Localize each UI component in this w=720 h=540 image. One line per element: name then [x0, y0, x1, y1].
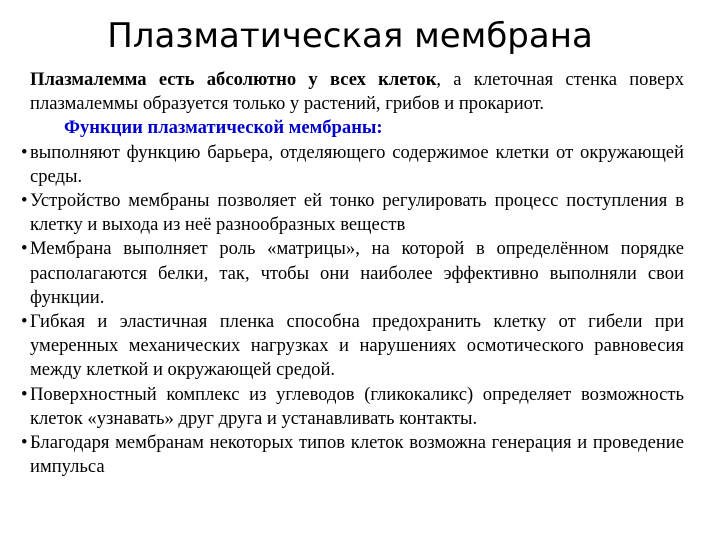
function-item-text: Мембрана выполняет роль «матрицы», на которой в определённом порядке располагаются белки, так, чтобы они наиболее эффективно выполняли свои функции. — [30, 238, 684, 308]
bullet-icon: • — [21, 190, 28, 212]
function-item-matrix — [21, 237, 684, 310]
bullet-icon: • — [21, 383, 28, 405]
function-item-protection — [21, 310, 684, 383]
intro-bold-lead: Плазмалемма есть абсолютно у всех клеток — [30, 69, 437, 90]
bullet-icon: • — [21, 238, 28, 260]
function-item-text: выполняют функцию барьера, отделяющего содержимое клетки от окружающей среды. — [30, 141, 684, 187]
function-item-text: Устройство мембраны позволяет ей тонко регулировать процесс поступления в клетку и выхода из неё разнообразных веществ — [30, 190, 684, 236]
function-item-impulse — [21, 431, 684, 479]
function-item-glycocalyx — [21, 383, 684, 431]
functions-list — [21, 141, 684, 480]
intro-paragraph — [30, 68, 684, 116]
bullet-icon: • — [21, 432, 28, 454]
function-item-text: Гибкая и эластичная пленка способна предохранить клетку от гибели при умеренных механических нагрузках и нарушениях осмотического равновесия между клеткой и окружающей средой. — [30, 311, 684, 381]
function-item-regulation — [21, 189, 684, 237]
slide-body — [21, 68, 684, 479]
slide-title: Плазматическая мембрана — [107, 16, 593, 56]
functions-heading: Функции плазматической мембраны: — [64, 117, 383, 139]
function-item-barrier — [21, 141, 684, 189]
function-item-text: Благодаря мембранам некоторых типов клеток возможна генерация и проведение импульса — [30, 432, 684, 478]
intro-rest: , а клеточная стенка поверх плазмалеммы образуется только у растений, грибов и прокариот. — [30, 69, 684, 115]
bullet-icon: • — [21, 311, 28, 333]
bullet-icon: • — [21, 141, 28, 163]
function-item-text: Поверхностный комплекс из углеводов (гликокаликс) определяет возможность клеток «узнавать» друг друга и устанавливать контакты. — [30, 383, 684, 429]
